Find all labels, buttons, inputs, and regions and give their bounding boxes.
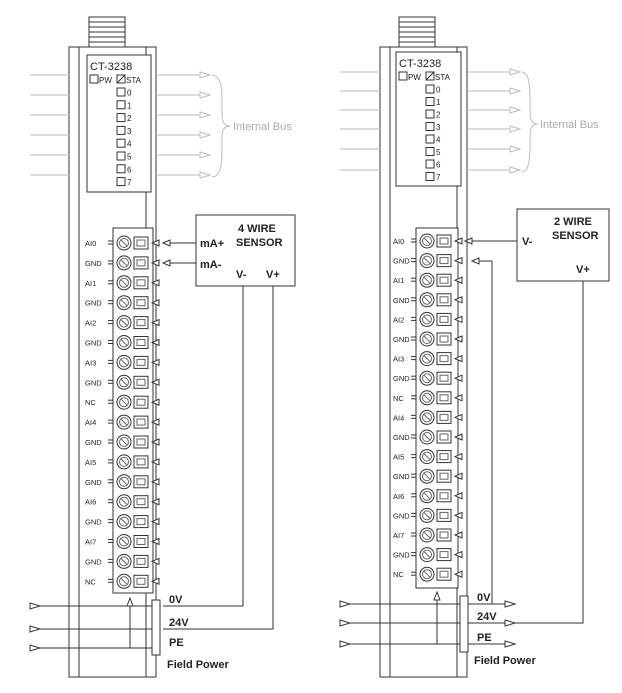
terminal-label: GND	[85, 438, 102, 447]
field-power-label: Field Power	[474, 655, 536, 667]
internal-bus-label: Internal Bus	[233, 121, 292, 133]
bus-pins-right	[156, 75, 210, 175]
terminal-label: AI3	[85, 358, 97, 368]
channel-led-label: 0	[436, 85, 441, 95]
sensor-wires	[163, 240, 273, 629]
sensor-pin-v-minus: V-	[236, 269, 247, 281]
power-24v-label: 24V	[477, 611, 497, 623]
channel-led-label: 3	[127, 126, 132, 136]
channel-led-label: 4	[436, 135, 441, 145]
terminal-row	[85, 515, 159, 529]
terminal-label: AI0	[393, 237, 405, 246]
terminal-row	[85, 495, 159, 509]
sensor-title-line2: SENSOR	[552, 230, 599, 242]
channel-led-label: 1	[436, 98, 441, 107]
terminal-label: GND	[85, 477, 102, 487]
channel-led-label: 0	[127, 88, 132, 98]
internal-bus-bracket	[522, 72, 538, 172]
terminal-label: GND	[393, 335, 410, 344]
terminal-label: AI6	[393, 491, 405, 501]
channel-led-box	[117, 178, 125, 186]
terminal-label: AI1	[85, 278, 97, 288]
channel-led-box	[117, 114, 125, 122]
terminal-row	[85, 276, 159, 290]
terminal-label: NC	[393, 393, 404, 403]
terminal-label: AI1	[393, 276, 405, 286]
channel-led-label: 6	[127, 165, 132, 175]
power-0v-label: 0V	[169, 594, 183, 606]
sensor-wires	[465, 238, 583, 623]
channel-led-label: 2	[127, 114, 132, 124]
terminal-label: AI3	[393, 354, 405, 364]
channel-led-label: 5	[436, 148, 441, 157]
channel-led-label: 5	[127, 152, 132, 162]
pw-led-label: PW	[408, 73, 421, 82]
power-pe-label: PE	[169, 637, 184, 649]
channel-led-label: 1	[127, 101, 132, 111]
channel-led-box	[117, 126, 125, 134]
channel-led-label: 2	[436, 110, 441, 120]
terminal-row	[85, 296, 159, 310]
channel-led-label: 4	[127, 139, 132, 149]
power-pe-label: PE	[477, 632, 492, 644]
terminal-label: GND	[393, 472, 410, 482]
terminal-label: GND	[85, 517, 102, 527]
internal-bus-bracket	[212, 75, 230, 177]
sensor-title-line2: SENSOR	[236, 237, 283, 249]
channel-led-box	[426, 123, 434, 131]
terminal-label: GND	[85, 258, 102, 268]
channel-led-box	[426, 135, 434, 143]
channel-led-box	[426, 98, 434, 106]
module-model-label: CT-3238	[399, 58, 442, 70]
sta-led-label: STA	[435, 73, 450, 82]
terminal-label: AI6	[85, 497, 97, 507]
channel-led-label: 3	[436, 123, 441, 132]
bus-pins-left	[30, 75, 70, 175]
terminal-label: GND	[85, 557, 102, 567]
channel-led-label: 7	[436, 173, 441, 182]
power-24v-label: 24V	[169, 617, 189, 629]
terminal-label: AI2	[85, 318, 97, 328]
field-power-label: Field Power	[167, 659, 229, 671]
sensor-pin-v-plus: V+	[266, 269, 280, 281]
terminal-label: AI2	[393, 315, 405, 325]
terminal-label: GND	[393, 295, 410, 305]
terminal-label: GND	[393, 550, 410, 560]
module-model-label: CT-3238	[90, 61, 133, 73]
terminal-row	[85, 375, 159, 389]
terminal-label: GND	[393, 256, 410, 266]
sta-led-label: STA	[126, 76, 141, 85]
channel-led-box	[117, 152, 125, 160]
channel-led-box	[117, 101, 125, 109]
channel-led-box	[117, 139, 125, 147]
terminal-label: GND	[85, 378, 102, 388]
power-0v-label: 0V	[477, 592, 491, 604]
channel-led-box	[426, 110, 434, 118]
sensor-pin-ma-plus: mA+	[200, 238, 225, 250]
sensor-title-line1: 4 WIRE	[238, 223, 276, 235]
terminal-row	[85, 435, 159, 449]
terminal-row	[85, 256, 159, 270]
sensor-title-line1: 2 WIRE	[554, 216, 592, 228]
bus-pins-right	[467, 72, 520, 170]
terminal-label: AI0	[85, 239, 97, 248]
terminal-row	[85, 316, 159, 330]
terminal-label: AI4	[85, 418, 97, 428]
terminal-label: GND	[85, 298, 102, 308]
terminal-label: GND	[393, 433, 410, 442]
terminal-row	[85, 455, 159, 469]
terminal-label: AI7	[393, 531, 405, 540]
terminal-label: NC	[85, 577, 96, 587]
terminal-label: AI5	[393, 452, 405, 462]
terminal-label: AI7	[85, 537, 97, 547]
terminal-row	[85, 415, 159, 429]
terminal-row	[85, 336, 159, 350]
bus-pins-left	[340, 72, 381, 170]
channel-led-box	[117, 88, 125, 96]
terminal-row	[85, 554, 159, 568]
channel-led-label: 6	[436, 160, 441, 170]
top-connector	[89, 17, 125, 47]
internal-bus-label: Internal Bus	[540, 119, 599, 131]
terminal-row	[85, 535, 159, 549]
sensor-pin-v-plus: V+	[576, 264, 590, 276]
pw-led-label: PW	[99, 76, 112, 85]
channel-led-box	[426, 148, 434, 156]
terminal-label: GND	[85, 338, 102, 348]
channel-led-box	[426, 85, 434, 93]
terminal-label: AI4	[393, 413, 405, 423]
terminal-row	[85, 355, 159, 369]
terminal-label: GND	[393, 511, 410, 521]
terminal-label: AI5	[85, 457, 97, 467]
terminal-label: NC	[85, 398, 96, 408]
terminal-label: NC	[393, 570, 404, 580]
terminal-label: GND	[393, 374, 410, 384]
top-connector	[399, 17, 435, 47]
sensor-pin-v-minus: V-	[522, 236, 533, 248]
terminal-row	[85, 236, 159, 250]
channel-led-box	[426, 173, 434, 181]
terminal-row	[85, 475, 159, 489]
channel-led-label: 7	[127, 178, 132, 188]
channel-led-box	[426, 160, 434, 168]
sensor-pin-ma-minus: mA-	[200, 259, 222, 271]
channel-led-box	[117, 165, 125, 173]
